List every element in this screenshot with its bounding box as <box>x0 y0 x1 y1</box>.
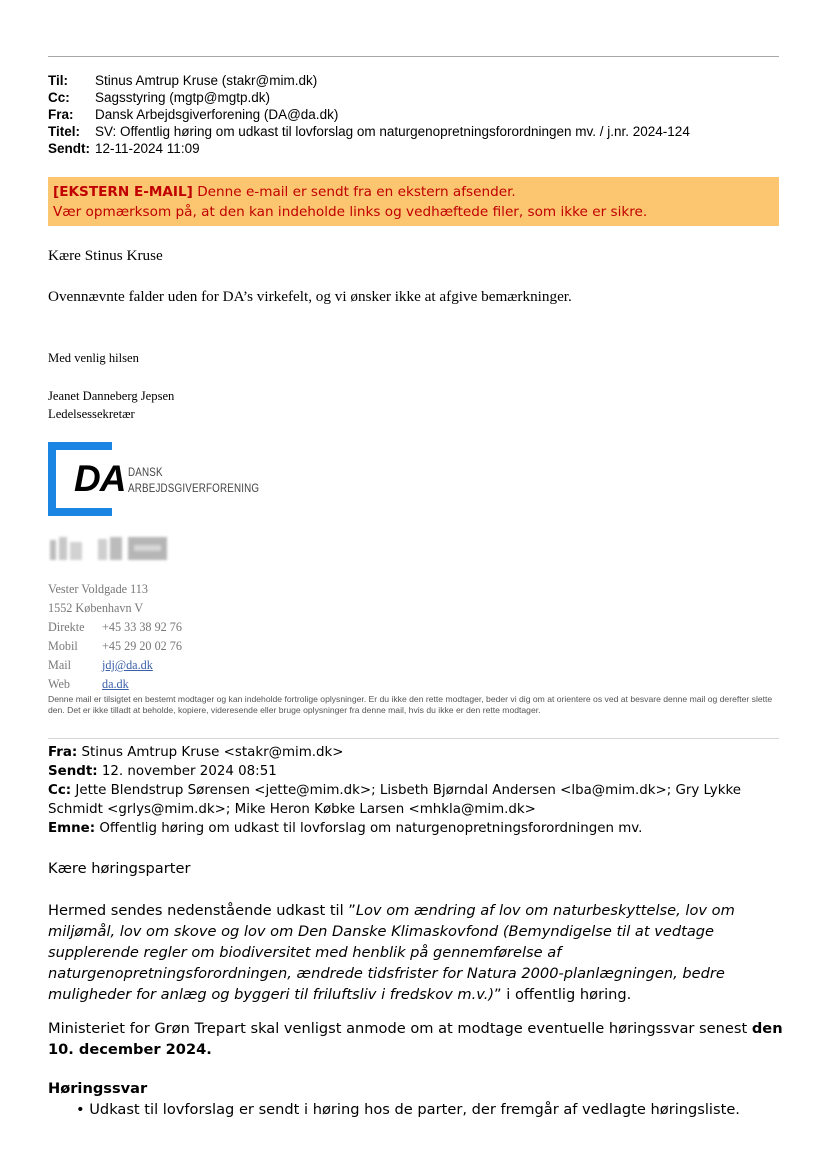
header-key: Titel: <box>48 124 81 139</box>
header-key: Sendt: <box>48 141 90 156</box>
p2-start: Ministeriet for Grøn Trepart skal venligst anmode om at modtage eventuelle høringssvar senest <box>48 1020 752 1037</box>
header-value: SV: Offentlig høring om udkast til lovforslag om naturgenopretningsforordningen mv. / j.nr. 2024-124 <box>95 124 690 139</box>
p1-law-title: Lov om ændring af lov om naturbeskyttelse, lov om miljømål, lov om skove og lov om Den Danske Klimaskovfond (Bemyndigelse til at vedtage supplerende regler om biodiversitet med henblik på gennemførelse af naturgenopretningsforordningen, ændrede tidsfrister for Natura 2000-planlægningen, bedre muligheder for anlæg og byggeri til friluftsliv i fredskov m.v.) <box>48 902 735 1003</box>
heading-text: Høringssvar <box>48 1080 148 1097</box>
forwarded-header <box>48 743 783 838</box>
fwd-sent-label: Sendt: <box>48 764 98 779</box>
bullet-dot: • <box>76 1101 85 1118</box>
fwd-cc: Jette Blendstrup Sørensen <jette@mim.dk>; Lisbeth Bjørndal Andersen <lba@mim.dk>; Gry Lykke Schmidt <grlys@mim.dk>; Mike Heron Købke Larsen <mhkla@mim.dk> <box>48 783 741 817</box>
reply-greeting: Kære Stinus Kruse <box>48 247 163 264</box>
contact-block <box>48 580 182 694</box>
fwd-from-label: Fra: <box>48 745 78 760</box>
p2-deadline: den 10. december 2024. <box>48 1020 783 1058</box>
email-header <box>48 72 690 157</box>
contact-row-direct <box>48 618 182 637</box>
contact-label: Mobil <box>48 639 78 653</box>
contact-city: 1552 København V <box>48 601 144 615</box>
linkedin-icon[interactable] <box>48 537 84 560</box>
signature-closing: Med venlig hilsen <box>48 351 139 365</box>
fwd-from: Stinus Amtrup Kruse <stakr@mim.dk> <box>77 745 344 760</box>
da-logo-mark: DA <box>74 458 126 499</box>
twitter-icon[interactable] <box>98 537 124 560</box>
signature-role: Ledelsessekretær <box>48 407 135 421</box>
contact-row-web <box>48 675 182 694</box>
external-mail-warning <box>48 177 779 226</box>
logo-line-2: ARBEJDSGIVERFORENING <box>128 481 260 495</box>
bullet-item <box>76 1099 740 1120</box>
da-logo-text <box>128 464 259 496</box>
header-value: Dansk Arbejdsgiverforening (DA@da.dk) <box>95 107 339 122</box>
contact-label: Mail <box>48 658 72 672</box>
logo-line-1: DANSK <box>128 465 163 479</box>
web-icon[interactable] <box>128 537 167 560</box>
header-key: Cc: <box>48 90 70 105</box>
header-value: Stinus Amtrup Kruse (stakr@mim.dk) <box>95 73 318 88</box>
contact-value: +45 33 38 92 76 <box>102 620 182 634</box>
section-heading <box>48 1078 788 1099</box>
letter-paragraph-1 <box>48 900 788 1005</box>
header-key: Fra: <box>48 107 74 122</box>
header-title <box>48 123 690 140</box>
header-cc <box>48 89 690 106</box>
header-from <box>48 106 690 123</box>
confidentiality-disclaimer: Denne mail er tilsigtet en bestemt modtager og kan indeholde fortrolige oplysninger. Er du ikke den rette modtager, beder vi dig om at orientere os ved at besvare denne mail og derefter slette den. Det er ikke tilladt at beholde, kopiere, videresende eller bruge oplysninger fra denne mail, hvis du ikke er den rette modtager. <box>48 694 773 715</box>
contact-value: +45 29 20 02 76 <box>102 639 182 653</box>
warning-line-1: Denne e-mail er sendt fra en ekstern afsender. <box>192 184 516 200</box>
forward-divider <box>48 738 779 739</box>
fwd-subject-label: Emne: <box>48 821 96 836</box>
bullet-text: Udkast til lovforslag er sendt i høring hos de parter, der fremgår af vedlagte høringsliste. <box>89 1101 740 1118</box>
mail-link[interactable]: jdj@da.dk <box>102 658 153 672</box>
letter-greeting: Kære høringsparter <box>48 860 191 877</box>
web-link[interactable]: da.dk <box>102 677 129 691</box>
header-sent <box>48 140 690 157</box>
signature-name: Jeanet Danneberg Jepsen <box>48 389 175 403</box>
fwd-subject: Offentlig høring om udkast til lovforslag om naturgenopretningsforordningen mv. <box>95 821 643 836</box>
fwd-cc-label: Cc: <box>48 783 72 798</box>
letter-paragraph-2 <box>48 1018 788 1060</box>
p1-start: Hermed sendes nedenstående udkast til ” <box>48 902 356 919</box>
header-to <box>48 72 690 89</box>
fwd-sent: 12. november 2024 08:51 <box>97 764 277 779</box>
header-value: Sagsstyring (mgtp@mgtp.dk) <box>95 90 271 105</box>
reply-text: Ovennævnte falder uden for DA’s virkefelt, og vi ønsker ikke at afgive bemærkninger. <box>48 288 572 305</box>
p1-end: ” i offentlig høring. <box>494 986 632 1003</box>
contact-street: Vester Voldgade 113 <box>48 582 148 596</box>
contact-label: Web <box>48 677 71 691</box>
contact-label: Direkte <box>48 620 85 634</box>
warning-line-2: Vær opmærksom på, at den kan indeholde links og vedhæftede filer, som ikke er sikre. <box>53 204 648 220</box>
top-divider <box>48 56 779 57</box>
contact-row-mail <box>48 656 182 675</box>
contact-row-mobile <box>48 637 182 656</box>
warning-tag: [EKSTERN E-MAIL] <box>53 184 193 200</box>
header-key: Til: <box>48 73 68 88</box>
header-value: 12-11-2024 11:09 <box>95 141 200 156</box>
